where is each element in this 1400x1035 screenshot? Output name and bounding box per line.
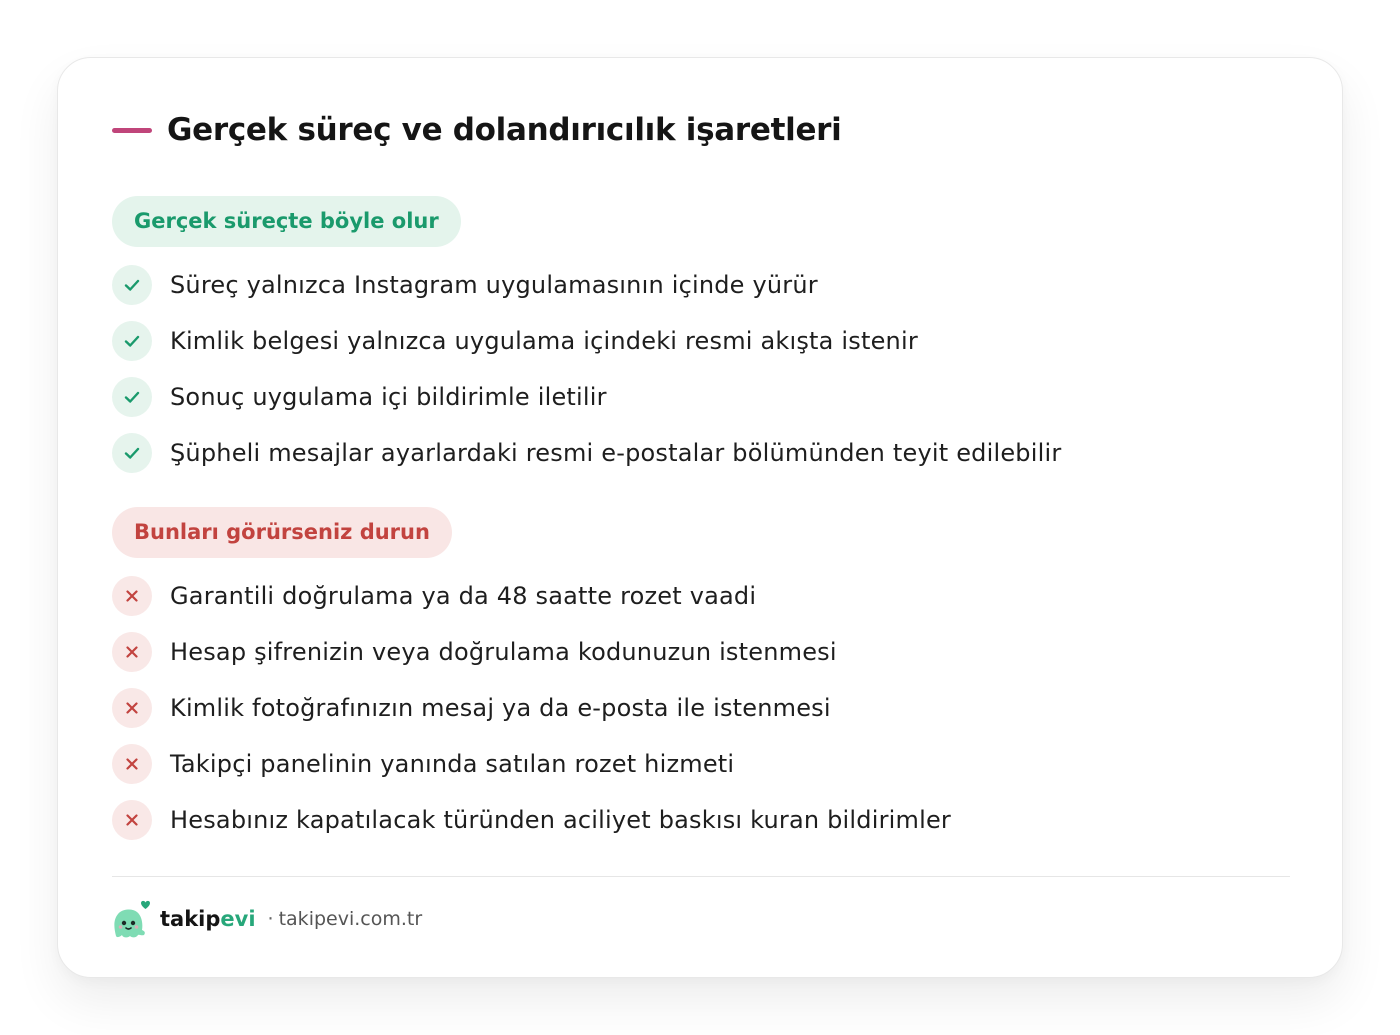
bad-list-item [112,800,951,840]
check-icon [112,265,152,305]
x-icon [112,632,152,672]
bad-list [112,576,951,856]
bad-item-text: Takipçi panelinin yanında satılan rozet hizmeti [170,750,735,778]
check-icon [112,433,152,473]
brand-name-accent: evi [220,907,256,931]
bad-item-text: Kimlik fotoğrafınızın mesaj ya da e-posta ile istenmesi [170,694,831,722]
good-list [112,265,1061,489]
good-item-text: Kimlik belgesi yalnızca uygulama içindeki resmi akışta istenir [170,327,918,355]
x-icon [112,688,152,728]
footer [110,898,422,940]
x-icon [112,744,152,784]
ghost-mascot-icon [110,898,150,940]
card-header [112,110,841,150]
footer-divider [112,876,1290,877]
bad-item-text: Garantili doğrulama ya da 48 saatte rozet vaadi [170,582,757,610]
bad-list-item [112,576,951,616]
check-icon [112,377,152,417]
brand-name: takip [160,907,221,931]
bad-item-text: Hesap şifrenizin veya doğrulama kodunuzun istenmesi [170,638,837,666]
info-card [57,57,1343,978]
good-item-text: Sonuç uygulama içi bildirimle iletilir [170,383,607,411]
bad-item-text: Hesabınız kapatılacak türünden aciliyet baskısı kuran bildirimler [170,806,951,834]
footer-separator: · [267,908,274,930]
good-item-text: Süreç yalnızca Instagram uygulamasının içinde yürür [170,271,818,299]
title-accent-bar [112,128,152,133]
good-section-label: Gerçek süreçte böyle olur [112,196,461,247]
bad-section-label: Bunları görürseniz durun [112,507,452,558]
x-icon [112,800,152,840]
check-icon [112,321,152,361]
good-list-item [112,265,1061,305]
x-icon [112,576,152,616]
bad-list-item [112,744,951,784]
card-title: Gerçek süreç ve dolandırıcılık işaretleri [167,112,842,148]
footer-url: takipevi.com.tr [278,908,423,930]
good-list-item [112,377,1061,417]
bad-list-item [112,632,951,672]
bad-list-item [112,688,951,728]
good-list-item [112,433,1061,473]
good-item-text: Şüpheli mesajlar ayarlardaki resmi e-postalar bölümünden teyit edilebilir [170,439,1062,467]
good-list-item [112,321,1061,361]
